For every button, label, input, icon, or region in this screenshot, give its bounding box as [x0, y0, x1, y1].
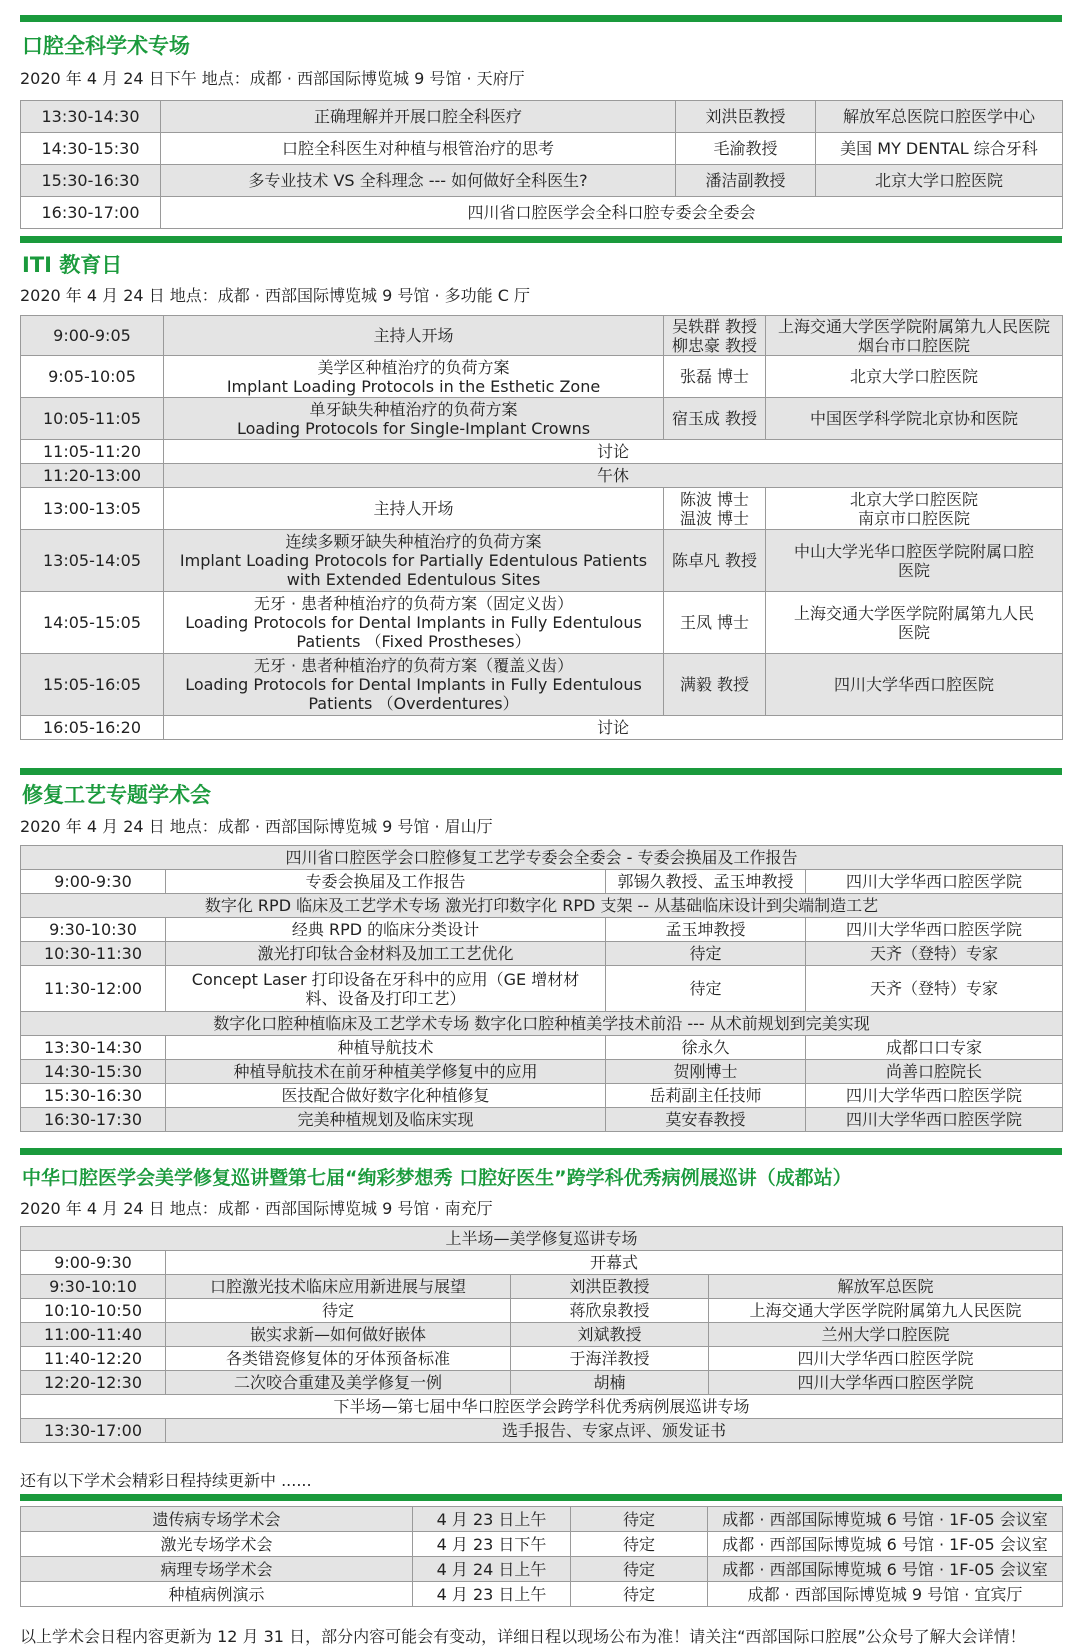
table-row	[21, 1395, 1063, 1419]
topic-cell: 待定	[166, 1299, 511, 1323]
topic-cell: 四川省口腔医学会全科口腔专委会全委会	[161, 197, 1063, 229]
table-row	[21, 101, 1063, 133]
upcoming-table	[20, 1506, 1063, 1607]
table-row	[21, 966, 1063, 1012]
time-cell: 9:30-10:10	[21, 1275, 166, 1299]
time-cell: 14:30-15:30	[21, 1060, 166, 1084]
time-cell: 10:10-10:50	[21, 1299, 166, 1323]
speaker-cell: 张磊 博士	[664, 356, 766, 398]
time-cell: 13:00-13:05	[21, 488, 164, 530]
place-cell: 成都 · 西部国际博览城 6 号馆 · 1F-05 会议室	[708, 1507, 1063, 1532]
speaker-cell: 贺刚博士	[606, 1060, 806, 1084]
time-cell: 15:30-16:30	[21, 1084, 166, 1108]
org-cell: 天齐（登特）专家	[806, 966, 1063, 1012]
time-cell: 16:30-17:30	[21, 1108, 166, 1132]
org-cell: 四川大学华西口腔医学院	[709, 1347, 1063, 1371]
topic-line: 连续多颗牙缺失种植治疗的负荷方案	[285, 532, 542, 551]
table-row	[21, 894, 1063, 918]
speaker-cell: 待定	[606, 966, 806, 1012]
org-line: 北京大学口腔医院	[849, 489, 978, 509]
name-cell: 病理专场学术会	[21, 1557, 413, 1582]
speaker-cell: 刘斌教授	[511, 1323, 709, 1347]
time-cell: 11:05-11:20	[21, 440, 164, 464]
topic-line: Loading Protocols for Dental Implants in Fully Edentulous	[185, 675, 642, 694]
topic-cell: 经典 RPD 的临床分类设计	[166, 918, 606, 942]
time-cell: 14:30-15:30	[21, 133, 161, 165]
topic-line: with Extended Edentulous Sites	[286, 570, 541, 589]
table-row	[21, 165, 1063, 197]
speaker-cell: 郭锡久教授、孟玉坤教授	[606, 870, 806, 894]
place-cell: 成都 · 西部国际博览城 6 号馆 · 1F-05 会议室	[708, 1557, 1063, 1582]
status-cell: 待定	[571, 1532, 708, 1557]
section-info: 2020 年 4 月 24 日下午 地点：成都 · 西部国际博览城 9 号馆 · 天府厅	[20, 69, 525, 88]
status-cell: 待定	[571, 1582, 708, 1607]
footer-note: 以上学术会日程内容更新为 12 月 31 日，部分内容可能会有变动，详细日程以现场公布为准！请关注“西部国际口腔展”公众号了解大会详情！	[20, 1627, 1026, 1646]
time-cell: 11:20-13:00	[21, 464, 164, 488]
topic-cell	[166, 966, 606, 1012]
table-row	[21, 356, 1063, 398]
org-line: 中山大学光华口腔医学院附属口腔	[793, 541, 1034, 561]
topic-cell	[164, 398, 664, 440]
topic-cell: 口腔激光技术临床应用新进展与展望	[166, 1275, 511, 1299]
section-info: 2020 年 4 月 24 日 地点：成都 · 西部国际博览城 9 号馆 · 多功能 C 厅	[20, 286, 530, 305]
schedule-table	[20, 100, 1063, 229]
time-cell: 11:30-12:00	[21, 966, 166, 1012]
topic-line: 单牙缺失种植治疗的负荷方案	[309, 399, 518, 419]
name-cell: 种植病例演示	[21, 1582, 413, 1607]
speaker-cell: 莫安春教授	[606, 1108, 806, 1132]
place-cell: 成都 · 西部国际博览城 6 号馆 · 1F-05 会议室	[708, 1532, 1063, 1557]
org-cell: 四川大学华西口腔医学院	[806, 870, 1063, 894]
section-divider	[20, 1148, 1062, 1155]
org-line: 医院	[897, 560, 930, 580]
table-row	[21, 316, 1063, 356]
section-title: 口腔全科学术专场	[22, 34, 190, 58]
topic-line: Loading Protocols for Single-Implant Crowns	[236, 418, 591, 438]
table-row	[21, 1251, 1063, 1275]
topic-line: Implant Loading Protocols for Partially Edentulous Patients	[179, 551, 648, 570]
speaker-cell: 刘洪臣教授	[511, 1275, 709, 1299]
topic-line: 美学区种植治疗的负荷方案	[317, 357, 510, 377]
table-row	[21, 1419, 1063, 1443]
table-row	[21, 1036, 1063, 1060]
topic-cell: 激光打印钛合金材料及加工工艺优化	[166, 942, 606, 966]
speaker-cell: 于海洋教授	[511, 1347, 709, 1371]
topic-cell: 选手报告、专家点评、颁发证书	[166, 1419, 1063, 1443]
topic-line: Loading Protocols for Dental Implants in Fully Edentulous	[185, 613, 642, 632]
time-cell: 9:30-10:30	[21, 918, 166, 942]
section-divider	[20, 236, 1062, 243]
topic-cell: 开幕式	[166, 1251, 1063, 1275]
time-cell: 12:20-12:30	[21, 1371, 166, 1395]
org-cell: 成都口口专家	[806, 1036, 1063, 1060]
topic-cell: 讨论	[164, 716, 1063, 740]
name-cell: 遗传病专场学术会	[21, 1507, 413, 1532]
speaker-cell: 王凤 博士	[664, 592, 766, 654]
topic-line: Concept Laser 打印设备在牙科中的应用（GE 增材材	[191, 969, 580, 989]
org-cell: 四川大学华西口腔医院	[766, 654, 1063, 716]
table-row	[21, 592, 1063, 654]
status-cell: 待定	[571, 1507, 708, 1532]
table-row	[21, 870, 1063, 894]
speaker-cell: 满毅 教授	[664, 654, 766, 716]
table-row	[21, 440, 1063, 464]
table-row	[21, 1371, 1063, 1395]
speaker-cell: 胡楠	[511, 1371, 709, 1395]
topic-cell	[164, 356, 664, 398]
topic-line: Implant Loading Protocols in the Esthetic Zone	[226, 376, 601, 396]
topic-cell: 多专业技术 VS 全科理念 --- 如何做好全科医生?	[161, 165, 676, 197]
table-row	[21, 488, 1063, 530]
time-cell: 16:30-17:00	[21, 197, 161, 229]
table-row	[21, 1275, 1063, 1299]
topic-cell: 主持人开场	[164, 316, 664, 356]
speaker-cell: 宿玉成 教授	[664, 398, 766, 440]
topic-line: 料、设备及打印工艺）	[305, 988, 466, 1008]
table-row	[21, 530, 1063, 592]
subsection-header: 数字化口腔种植临床及工艺学术专场 数字化口腔种植美学技术前沿 --- 从术前规划到完美实现	[21, 1012, 1063, 1036]
topic-cell: 医技配合做好数字化种植修复	[166, 1084, 606, 1108]
speaker-cell: 徐永久	[606, 1036, 806, 1060]
section-title: 中华口腔医学会美学修复巡讲暨第七届“绚彩梦想秀 口腔好医生”跨学科优秀病例展巡讲（成都站）	[22, 1167, 852, 1189]
speaker-line: 温波 博士	[679, 508, 750, 528]
table-row	[21, 1557, 1063, 1582]
time-cell: 13:30-14:30	[21, 101, 161, 133]
speaker-line: 陈波 博士	[679, 489, 750, 509]
time-cell: 13:30-17:00	[21, 1419, 166, 1443]
date-cell: 4 月 23 日下午	[413, 1532, 571, 1557]
org-cell: 解放军总医院	[709, 1275, 1063, 1299]
org-line: 上海交通大学医学院附属第九人民	[793, 603, 1034, 623]
section-title: 修复工艺专题学术会	[22, 783, 211, 807]
topic-line: Patients （Overdentures）	[308, 694, 519, 713]
org-cell: 天齐（登特）专家	[806, 942, 1063, 966]
topic-cell: 正确理解并开展口腔全科医疗	[161, 101, 676, 133]
time-cell: 9:05-10:05	[21, 356, 164, 398]
topic-cell: 主持人开场	[164, 488, 664, 530]
section-divider	[20, 768, 1062, 775]
table-row	[21, 197, 1063, 229]
topic-cell: 完美种植规划及临床实现	[166, 1108, 606, 1132]
schedule-table	[20, 845, 1063, 1132]
time-cell: 9:00-9:30	[21, 1251, 166, 1275]
more-note: 还有以下学术会精彩日程持续更新中 ......	[20, 1471, 312, 1490]
section-info: 2020 年 4 月 24 日 地点：成都 · 西部国际博览城 9 号馆 · 眉山厅	[20, 817, 493, 836]
table-row	[21, 1108, 1063, 1132]
subsection-header: 下半场—第七届中华口腔医学会跨学科优秀病例展巡讲专场	[21, 1395, 1063, 1419]
name-cell: 激光专场学术会	[21, 1532, 413, 1557]
time-cell: 11:40-12:20	[21, 1347, 166, 1371]
time-cell: 16:05-16:20	[21, 716, 164, 740]
time-cell: 9:00-9:30	[21, 870, 166, 894]
speaker-cell: 刘洪臣教授	[676, 101, 816, 133]
org-cell: 四川大学华西口腔医学院	[806, 1084, 1063, 1108]
topic-cell: 讨论	[164, 440, 1063, 464]
topic-cell	[164, 654, 664, 716]
org-cell: 解放军总医院口腔医学中心	[816, 101, 1063, 133]
speaker-cell	[664, 488, 766, 530]
topic-line: Patients （Fixed Prostheses）	[296, 632, 531, 651]
topic-cell: 各类错瓷修复体的牙体预备标准	[166, 1347, 511, 1371]
subsection-header: 数字化 RPD 临床及工艺学术专场 激光打印数字化 RPD 支架 -- 从基础临床设计到尖端制造工艺	[21, 894, 1063, 918]
section-info: 2020 年 4 月 24 日 地点：成都 · 西部国际博览城 9 号馆 · 南充厅	[20, 1199, 493, 1218]
speaker-cell: 陈卓凡 教授	[664, 530, 766, 592]
table-row	[21, 716, 1063, 740]
speaker-cell: 蒋欣泉教授	[511, 1299, 709, 1323]
org-line: 烟台市口腔医院	[857, 335, 970, 355]
org-cell: 四川大学华西口腔医学院	[806, 1108, 1063, 1132]
org-cell: 兰州大学口腔医院	[709, 1323, 1063, 1347]
topic-cell: 口腔全科医生对种植与根管治疗的思考	[161, 133, 676, 165]
speaker-cell: 岳莉副主任技师	[606, 1084, 806, 1108]
org-cell: 中国医学科学院北京协和医院	[766, 398, 1063, 440]
date-cell: 4 月 24 日上午	[413, 1557, 571, 1582]
time-cell: 13:05-14:05	[21, 530, 164, 592]
topic-cell: 二次咬合重建及美学修复一例	[166, 1371, 511, 1395]
table-row	[21, 133, 1063, 165]
speaker-cell: 待定	[606, 942, 806, 966]
section-divider	[20, 1494, 1062, 1501]
table-row	[21, 1227, 1063, 1251]
section-title: ITI 教育日	[22, 253, 123, 277]
table-row	[21, 1012, 1063, 1036]
topic-cell: 午休	[164, 464, 1063, 488]
org-line: 南京市口腔医院	[857, 508, 970, 528]
table-row	[21, 1299, 1063, 1323]
place-cell: 成都 · 西部国际博览城 9 号馆 · 宜宾厅	[708, 1582, 1063, 1607]
org-cell	[766, 488, 1063, 530]
topic-cell	[164, 530, 664, 592]
org-cell: 四川大学华西口腔医学院	[806, 918, 1063, 942]
speaker-line: 柳忠豪 教授	[671, 335, 758, 355]
org-cell	[766, 592, 1063, 654]
speaker-cell: 毛渝教授	[676, 133, 816, 165]
topic-cell: 嵌实求新—如何做好嵌体	[166, 1323, 511, 1347]
org-cell	[766, 530, 1063, 592]
status-cell: 待定	[571, 1557, 708, 1582]
time-cell: 9:00-9:05	[21, 316, 164, 356]
time-cell: 11:00-11:40	[21, 1323, 166, 1347]
table-row	[21, 1060, 1063, 1084]
topic-cell: 专委会换届及工作报告	[166, 870, 606, 894]
org-cell: 北京大学口腔医院	[816, 165, 1063, 197]
time-cell: 10:30-11:30	[21, 942, 166, 966]
topic-cell	[164, 592, 664, 654]
speaker-cell: 潘洁副教授	[676, 165, 816, 197]
time-cell: 13:30-14:30	[21, 1036, 166, 1060]
org-cell: 四川大学华西口腔医学院	[709, 1371, 1063, 1395]
schedule-table	[20, 1226, 1063, 1443]
time-cell: 14:05-15:05	[21, 592, 164, 654]
table-row	[21, 1347, 1063, 1371]
subsection-header: 上半场—美学修复巡讲专场	[21, 1227, 1063, 1251]
table-row	[21, 654, 1063, 716]
subsection-header: 四川省口腔医学会口腔修复工艺学专委会全委会 - 专委会换届及工作报告	[21, 846, 1063, 870]
topic-cell: 种植导航技术在前牙种植美学修复中的应用	[166, 1060, 606, 1084]
table-row	[21, 1507, 1063, 1532]
org-cell: 北京大学口腔医院	[766, 356, 1063, 398]
table-row	[21, 1582, 1063, 1607]
date-cell: 4 月 23 日上午	[413, 1582, 571, 1607]
table-row	[21, 1323, 1063, 1347]
topic-cell: 种植导航技术	[166, 1036, 606, 1060]
time-cell: 10:05-11:05	[21, 398, 164, 440]
org-cell: 尚善口腔院长	[806, 1060, 1063, 1084]
table-row	[21, 464, 1063, 488]
table-row	[21, 846, 1063, 870]
speaker-line: 吴轶群 教授	[671, 316, 758, 336]
table-row	[21, 398, 1063, 440]
time-cell: 15:05-16:05	[21, 654, 164, 716]
org-cell	[766, 316, 1063, 356]
schedule-table	[20, 315, 1063, 740]
org-line: 上海交通大学医学院附属第九人民医院	[777, 316, 1050, 336]
date-cell: 4 月 23 日上午	[413, 1507, 571, 1532]
section-divider	[20, 15, 1062, 22]
topic-line: 无牙 · 患者种植治疗的负荷方案（固定义齿）	[253, 594, 574, 613]
speaker-cell: 孟玉坤教授	[606, 918, 806, 942]
speaker-cell	[664, 316, 766, 356]
time-cell: 15:30-16:30	[21, 165, 161, 197]
topic-line: 无牙 · 患者种植治疗的负荷方案（覆盖义齿）	[253, 656, 574, 675]
table-row	[21, 1084, 1063, 1108]
org-line: 医院	[897, 622, 930, 642]
org-cell: 美国 MY DENTAL 综合牙科	[816, 133, 1063, 165]
table-row	[21, 1532, 1063, 1557]
org-cell: 上海交通大学医学院附属第九人民医院	[709, 1299, 1063, 1323]
table-row	[21, 918, 1063, 942]
table-row	[21, 942, 1063, 966]
